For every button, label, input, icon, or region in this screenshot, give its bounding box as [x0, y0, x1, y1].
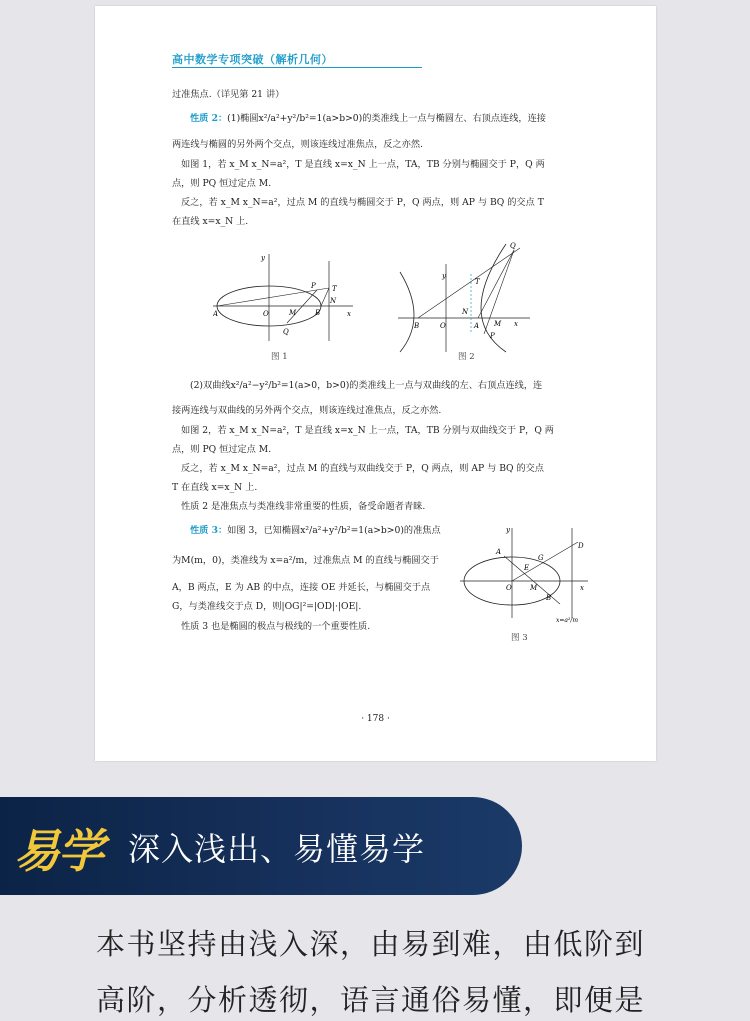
svg-text:x: x: [514, 320, 518, 328]
text-line: 如图 1，若 x_M x_N=a²，T 是直线 x=x_N 上一点，TA，TB 分别与椭圆交于 P，Q 两: [181, 159, 545, 170]
svg-text:M: M: [530, 584, 538, 592]
svg-text:D: D: [578, 542, 584, 550]
figure-caption: 图 1: [271, 352, 288, 362]
figure-3-ellipse: [460, 518, 600, 628]
svg-text:B: B: [315, 309, 321, 317]
svg-text:B: B: [546, 594, 552, 602]
text-line: 反之，若 x_M x_N=a²，过点 M 的直线与双曲线交于 P，Q 两点，则 AP 与 BQ 的交点: [181, 463, 544, 474]
text-line: 在直线 x=x_N 上.: [172, 216, 249, 227]
text-line: 为M(m，0)，类准线为 x=a²/m，过准焦点 M 的直线与椭圆交于: [172, 555, 439, 566]
text-line: 两连线与椭圆的另外两个交点，则该连线过准焦点，反之亦然.: [172, 139, 423, 150]
svg-text:y: y: [442, 272, 446, 280]
svg-text:Q: Q: [510, 242, 516, 250]
text-line: 性质 2 是准焦点与类准线非常重要的性质，备受命题者青睐.: [181, 501, 426, 512]
text-line: G，与类准线交于点 D，则|OG|²=|OD|·|OE|.: [172, 601, 362, 612]
svg-text:N: N: [330, 297, 337, 305]
text-line: 反之，若 x_M x_N=a²，过点 M 的直线与椭圆交于 P，Q 两点，则 AP 与 BQ 的交点 T: [181, 197, 544, 208]
text-line: 接两连线与双曲线的另外两个交点，则该连线过准焦点，反之亦然.: [172, 405, 442, 416]
svg-text:O: O: [440, 322, 446, 330]
description-line: 高阶，分析透彻，语言通俗易懂，即便是: [96, 983, 646, 1017]
svg-text:x: x: [580, 584, 584, 592]
banner-subtitle: 深入浅出、易懂易学: [128, 830, 426, 868]
svg-text:A: A: [213, 310, 219, 318]
text-line: A，B 两点，E 为 AB 的中点，连接 OE 并延长，与椭圆交于点: [172, 582, 431, 593]
figure-caption: 图 2: [458, 352, 475, 362]
banner-title: 易学: [14, 824, 102, 878]
text-line-content: (1)椭圆x²/a²+y²/b²=1(a>b>0)的类准线上一点与椭圆左、右顶点连线，连接: [227, 113, 546, 124]
figure-1-ellipse: [213, 246, 353, 346]
svg-text:T: T: [475, 278, 480, 286]
svg-text:A: A: [496, 548, 502, 556]
description-line: 本书坚持由浅入深，由易到难，由低阶到: [96, 927, 646, 961]
text-line-content: 如图 3，已知椭圆x²/a²+y²/b²=1(a>b>0)的准焦点: [227, 525, 441, 536]
running-header: [172, 50, 422, 70]
property-label: 性质 3：: [190, 525, 228, 536]
text-line: (2)双曲线x²/a²−y²/b²=1(a>0，b>0)的类准线上一点与双曲线的左、右顶点连线，连: [190, 380, 543, 391]
text-line: 点，则 PQ 恒过定点 M.: [172, 444, 272, 455]
text-line: [190, 112, 546, 125]
page-number: · 178 ·: [361, 714, 390, 724]
text-line: T 在直线 x=x_N 上.: [172, 482, 258, 493]
svg-text:M: M: [289, 309, 297, 317]
svg-text:P: P: [311, 282, 316, 290]
svg-text:P: P: [490, 332, 495, 340]
svg-text:A: A: [474, 322, 480, 330]
header-title: 高中数学专项突破（解析几何）: [172, 53, 333, 66]
svg-text:N: N: [462, 308, 469, 316]
header-rule: [172, 67, 422, 68]
figure-caption: 图 3: [511, 633, 528, 643]
svg-text:x=a²/m: x=a²/m: [556, 617, 579, 624]
text-line: 过准焦点.（详见第 21 讲）: [172, 89, 285, 100]
property-label: 性质 2：: [190, 113, 228, 124]
svg-text:O: O: [263, 310, 269, 318]
svg-text:y: y: [261, 254, 265, 262]
svg-text:E: E: [524, 564, 530, 572]
svg-text:y: y: [506, 526, 510, 534]
feature-banner: [0, 797, 522, 895]
text-line: 点，则 PQ 恒过定点 M.: [172, 178, 272, 189]
svg-text:G: G: [538, 554, 544, 562]
text-line: [190, 524, 441, 537]
svg-text:Q: Q: [283, 328, 289, 336]
svg-text:x: x: [347, 310, 351, 318]
book-page: [95, 6, 656, 761]
svg-text:B: B: [414, 322, 420, 330]
text-line: 如图 2，若 x_M x_N=a²，T 是直线 x=x_N 上一点，TA，TB 分别与双曲线交于 P，Q 两: [181, 425, 554, 436]
svg-text:T: T: [332, 285, 337, 293]
figure-2-hyperbola: [398, 234, 538, 354]
svg-text:O: O: [506, 584, 512, 592]
text-line: 性质 3 也是椭圆的极点与极线的一个重要性质.: [181, 621, 371, 632]
svg-text:M: M: [494, 320, 502, 328]
